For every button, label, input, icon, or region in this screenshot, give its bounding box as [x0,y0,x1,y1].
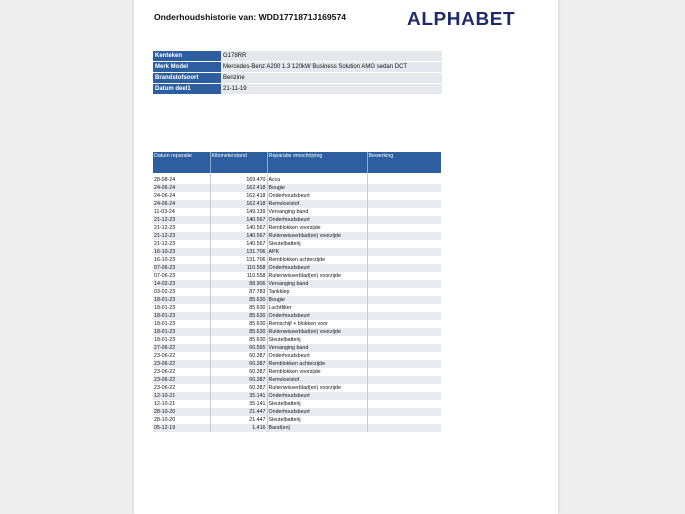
cell-bewerking [367,216,441,224]
cell-datum: 24-06-24 [153,200,210,208]
vehicle-label: Datum deel1 [153,84,221,95]
cell-reparatie: Vervanging band [267,344,367,352]
cell-datum: 07-06-23 [153,264,210,272]
cell-kilometerstand: 85.630 [210,336,267,344]
cell-kilometerstand: 35.141 [210,400,267,408]
cell-datum: 21-12-23 [153,240,210,248]
cell-reparatie: Ruitenwisserblad(en) voorzijde [267,328,367,336]
cell-bewerking [367,368,441,376]
vehicle-label: Merk Model [153,62,221,73]
cell-bewerking [367,192,441,200]
cell-bewerking [367,232,441,240]
cell-reparatie: Band(en) [267,424,367,432]
cell-reparatie: Vervanging band [267,280,367,288]
cell-bewerking [367,264,441,272]
cell-kilometerstand: 60.387 [210,368,267,376]
cell-datum: 23-06-22 [153,384,210,392]
cell-bewerking [367,272,441,280]
alphabet-logo: ALPHABET [407,9,516,30]
vehicle-value: Benzine [221,73,442,84]
cell-reparatie: Ruitenwisserblad(en) voorzijde [267,272,367,280]
table-row [153,248,441,256]
table-row [153,208,441,216]
cell-reparatie: APK [267,248,367,256]
vehicle-row [153,62,442,73]
cell-kilometerstand: 1.416 [210,424,267,432]
cell-datum: 18-01-23 [153,304,210,312]
cell-bewerking [367,320,441,328]
cell-datum: 27-06-22 [153,344,210,352]
table-row [153,376,441,384]
vehicle-value: Mercedes-Benz A200 1.3 120kW Business Solution AMG sedan DCT [221,62,442,73]
cell-kilometerstand: 85.630 [210,312,267,320]
cell-kilometerstand: 162.418 [210,192,267,200]
cell-bewerking [367,184,441,192]
cell-kilometerstand: 149.139 [210,208,267,216]
cell-reparatie: Remblokken achterzijde [267,360,367,368]
cell-datum: 28-10-20 [153,416,210,424]
table-row [153,400,441,408]
cell-reparatie: Luchtfilter [267,304,367,312]
table-row [153,280,441,288]
cell-datum: 24-06-24 [153,192,210,200]
cell-reparatie: Onderhoudsbeurt [267,312,367,320]
cell-bewerking [367,384,441,392]
cell-bewerking [367,224,441,232]
cell-datum: 18-01-23 [153,320,210,328]
cell-kilometerstand: 162.418 [210,200,267,208]
cell-datum: 16-10-23 [153,248,210,256]
table-row [153,240,441,248]
table-row [153,336,441,344]
cell-kilometerstand: 85.630 [210,304,267,312]
cell-datum: 24-06-24 [153,184,210,192]
vehicle-label: Kenteken [153,51,221,62]
cell-datum: 23-06-22 [153,368,210,376]
cell-kilometerstand: 60.387 [210,352,267,360]
cell-reparatie: Vervanging band [267,208,367,216]
cell-datum: 21-12-23 [153,232,210,240]
cell-reparatie: Sleutelbatterij [267,336,367,344]
vehicle-row [153,51,442,62]
cell-reparatie: Sleutelbatterij [267,400,367,408]
cell-bewerking [367,392,441,400]
document-page [134,0,558,514]
cell-reparatie: Remvloeistof [267,200,367,208]
cell-reparatie: Accu [267,176,367,184]
cell-kilometerstand: 140.567 [210,224,267,232]
table-row [153,264,441,272]
cell-kilometerstand: 60.387 [210,360,267,368]
vehicle-info-table [153,51,442,95]
cell-datum: 12-10-21 [153,392,210,400]
table-row [153,272,441,280]
table-row [153,312,441,320]
cell-datum: 05-12-19 [153,424,210,432]
cell-kilometerstand: 60.565 [210,344,267,352]
cell-reparatie: Ruitenwisserblad(en) voorzijde [267,232,367,240]
cell-reparatie: Onderhoudsbeurt [267,264,367,272]
cell-datum: 21-12-23 [153,216,210,224]
cell-kilometerstand: 162.418 [210,184,267,192]
cell-datum: 18-01-23 [153,312,210,320]
cell-bewerking [367,248,441,256]
cell-kilometerstand: 21.447 [210,408,267,416]
cell-bewerking [367,240,441,248]
table-row [153,328,441,336]
table-row [153,232,441,240]
table-row [153,344,441,352]
cell-reparatie: Sleutelbatterij [267,416,367,424]
table-row [153,392,441,400]
table-row [153,368,441,376]
cell-kilometerstand: 110.558 [210,264,267,272]
vehicle-label: Brandstofsoort [153,73,221,84]
cell-bewerking [367,200,441,208]
cell-kilometerstand: 88.906 [210,280,267,288]
cell-bewerking [367,208,441,216]
table-row [153,408,441,416]
cell-reparatie: Ruitenwisserblad(en) voorzijde [267,384,367,392]
cell-kilometerstand: 140.567 [210,240,267,248]
cell-bewerking [367,328,441,336]
header-datum-reparatie: Datum reparatie [153,152,210,173]
cell-reparatie: Bougie [267,296,367,304]
cell-bewerking [367,352,441,360]
header-reparatie-omschrijving: Reparatie omschrijving [267,152,367,173]
table-row [153,352,441,360]
cell-bewerking [367,400,441,408]
vehicle-row [153,84,442,95]
cell-datum: 07-06-23 [153,272,210,280]
cell-datum: 21-12-23 [153,224,210,232]
cell-reparatie: Bougie [267,184,367,192]
cell-reparatie: Remblokken voorzijde [267,368,367,376]
cell-datum: 14-02-23 [153,280,210,288]
table-row [153,224,441,232]
header-bewerking: Bewerking [367,152,441,173]
cell-reparatie: Remvloeistof [267,376,367,384]
cell-bewerking [367,344,441,352]
table-row [153,184,441,192]
cell-kilometerstand: 131.706 [210,248,267,256]
cell-reparatie: Onderhoudsbeurt [267,408,367,416]
cell-datum: 18-01-23 [153,328,210,336]
cell-bewerking [367,312,441,320]
table-row [153,288,441,296]
cell-bewerking [367,408,441,416]
cell-datum: 23-06-22 [153,376,210,384]
vehicle-row [153,73,442,84]
cell-bewerking [367,360,441,368]
cell-kilometerstand: 21.447 [210,416,267,424]
history-header-row [153,152,441,173]
table-row [153,320,441,328]
table-row [153,416,441,424]
table-row [153,192,441,200]
cell-kilometerstand: 60.387 [210,384,267,392]
cell-bewerking [367,296,441,304]
cell-reparatie: Remschijf + blokken voor [267,320,367,328]
cell-reparatie: Sleutelbatterij [267,240,367,248]
vehicle-value: G178RR [221,51,442,62]
cell-bewerking [367,304,441,312]
cell-datum: 12-10-21 [153,400,210,408]
cell-datum: 18-01-23 [153,296,210,304]
cell-datum: 16-10-23 [153,256,210,264]
cell-kilometerstand: 35.141 [210,392,267,400]
cell-kilometerstand: 85.630 [210,320,267,328]
cell-datum: 23-06-22 [153,360,210,368]
table-row [153,176,441,184]
cell-bewerking [367,256,441,264]
cell-reparatie: Onderhoudsbeurt [267,392,367,400]
cell-datum: 18-01-23 [153,336,210,344]
table-row [153,360,441,368]
cell-bewerking [367,416,441,424]
table-row [153,384,441,392]
document-title: Onderhoudshistorie van: WDD1771871J169574 [154,12,347,22]
header-kilometerstand: Kilometerstand [210,152,267,173]
table-row [153,304,441,312]
cell-bewerking [367,376,441,384]
cell-datum: 28-10-20 [153,408,210,416]
table-row [153,216,441,224]
cell-bewerking [367,280,441,288]
cell-kilometerstand: 140.567 [210,232,267,240]
cell-datum: 28-08-24 [153,176,210,184]
cell-kilometerstand: 85.630 [210,296,267,304]
cell-datum: 03-02-23 [153,288,210,296]
cell-kilometerstand: 131.706 [210,256,267,264]
cell-reparatie: Onderhoudsbeurt [267,192,367,200]
cell-bewerking [367,288,441,296]
cell-datum: 23-06-22 [153,352,210,360]
cell-kilometerstand: 169.470 [210,176,267,184]
cell-datum: 11-03-24 [153,208,210,216]
vehicle-value: 21-11-19 [221,84,442,95]
cell-bewerking [367,176,441,184]
cell-reparatie: Tankklep [267,288,367,296]
cell-reparatie: Onderhoudsbeurt [267,352,367,360]
cell-reparatie: Remblokken achterzijde [267,256,367,264]
cell-bewerking [367,424,441,432]
table-row [153,424,441,432]
cell-kilometerstand: 85.630 [210,328,267,336]
table-row [153,256,441,264]
cell-bewerking [367,336,441,344]
cell-kilometerstand: 87.783 [210,288,267,296]
cell-kilometerstand: 110.558 [210,272,267,280]
cell-kilometerstand: 60.387 [210,376,267,384]
cell-reparatie: Remblokken voorzijde [267,224,367,232]
table-row [153,296,441,304]
cell-kilometerstand: 140.567 [210,216,267,224]
cell-reparatie: Onderhoudsbeurt [267,216,367,224]
maintenance-history-table [153,152,441,432]
table-row [153,200,441,208]
